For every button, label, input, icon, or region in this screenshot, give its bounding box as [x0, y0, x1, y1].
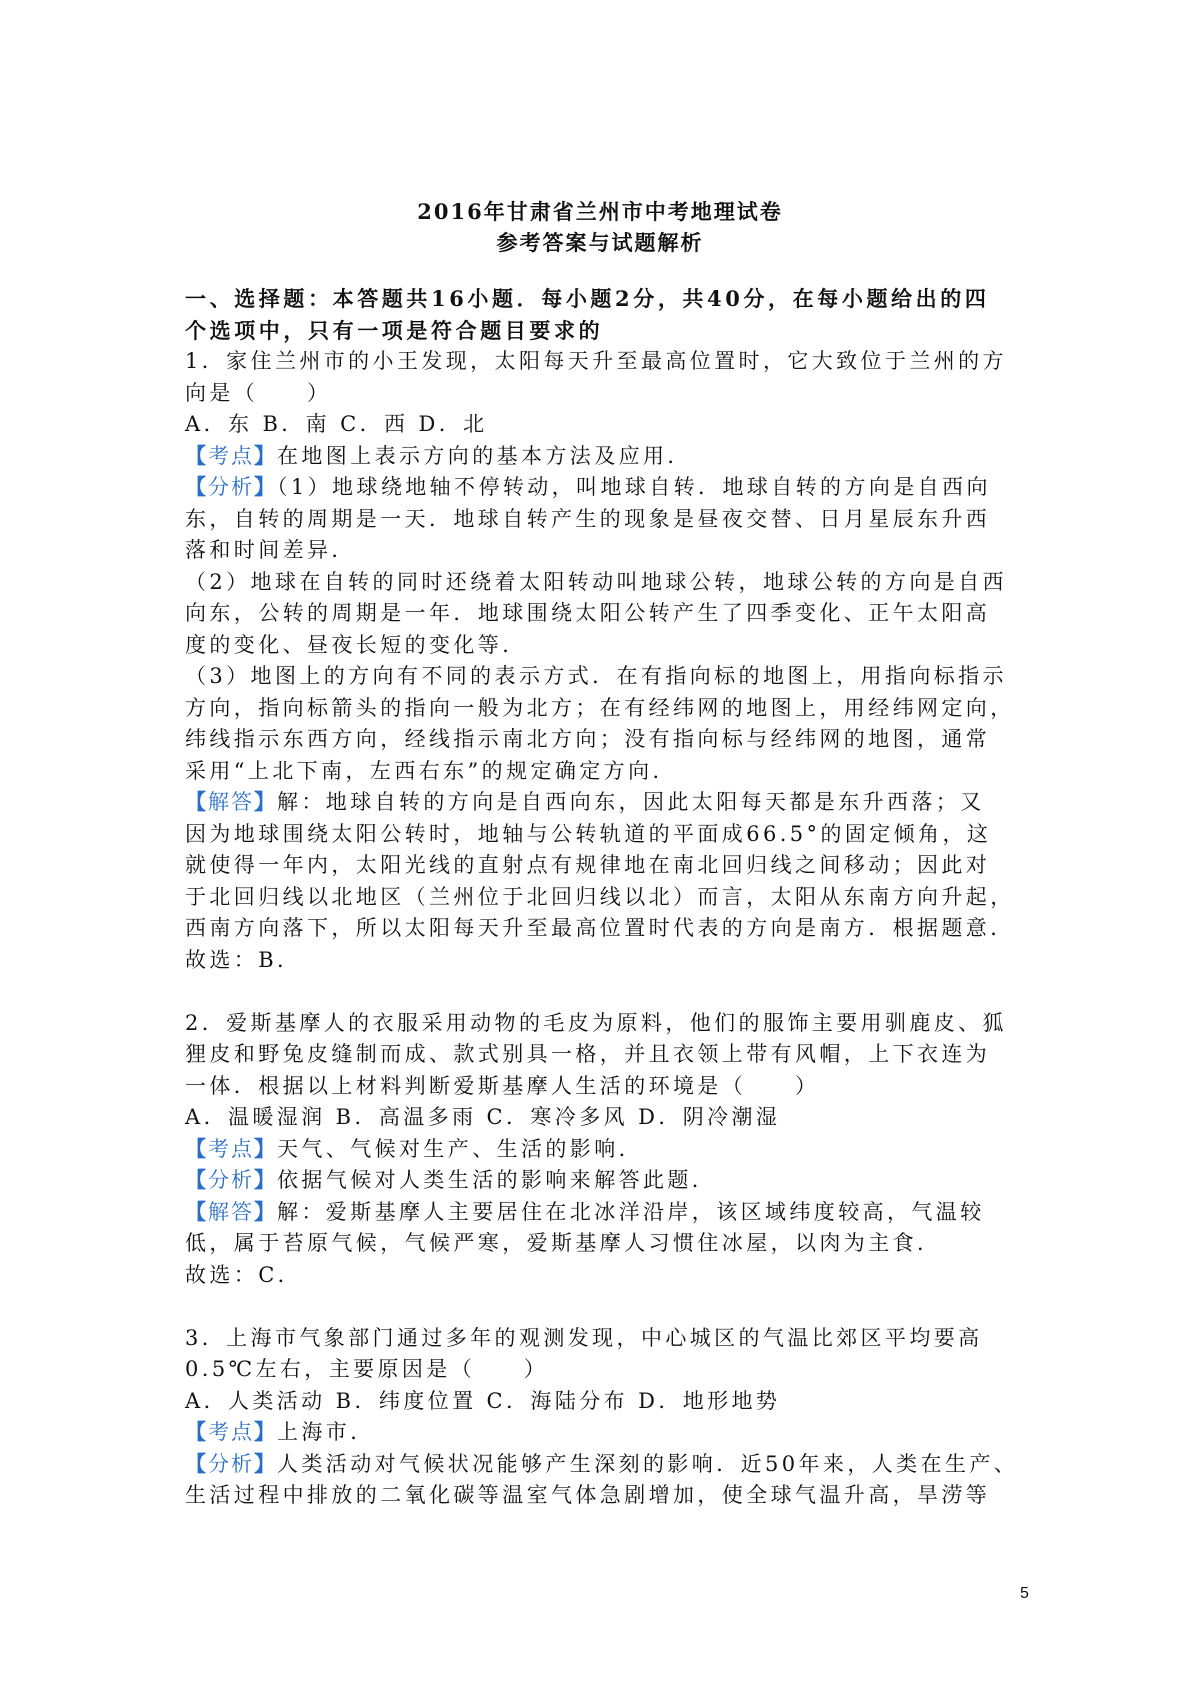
question-1-answer: 故选：B．: [185, 947, 302, 972]
page-subtitle: 参考答案与试题解析: [496, 230, 704, 255]
question-1-jieda-line: 于北回归线以北地区（兰州位于北回归线以北）而言，太阳从东南方向升起，: [185, 884, 1015, 909]
question-1-options: A．东 B．南 C．西 D．北: [185, 412, 488, 436]
question-3-stem: 0.5℃左右，主要原因是（ ）: [185, 1357, 549, 1381]
question-1-fenxi-line: 东，自转的周期是一天．地球自转产生的现象是昼夜交替、日月星辰东升西: [185, 506, 991, 531]
question-3-fenxi-line: 生活过程中排放的二氧化碳等温室气体急剧增加，使全球气温升高，旱涝等: [185, 1483, 991, 1507]
question-2-kaodian: 【考点】天气、气候对生产、生活的影响．: [185, 1136, 643, 1161]
section-heading-line: 个选项中，只有一项是符合题目要求的: [185, 317, 604, 343]
page-number: 5: [1020, 1585, 1029, 1602]
question-1-fenxi-line: 落和时间差异．: [185, 538, 356, 562]
question-3-options: A．人类活动 B．纬度位置 C．海陆分布 D．地形地势: [185, 1388, 781, 1413]
jieda-tag: 【解答】: [185, 790, 277, 814]
question-3-kaodian: 【考点】上海市．: [185, 1420, 375, 1444]
question-1-jieda: 【解答】解：地球自转的方向是自西向东，因此太阳每天都是东升西落；又: [185, 790, 985, 814]
document-body: [185, 283, 1030, 1512]
question-1-kaodian: 【考点】在地图上表示方向的基本方法及应用．: [185, 443, 692, 468]
question-2-jieda: 【解答】解：爱斯基摩人主要居住在北冰洋沿岸，该区域纬度较高，气温较: [185, 1199, 985, 1224]
question-1-fenxi-line: 度的变化、昼夜长短的变化等．: [185, 632, 527, 657]
question-1-fenxi-line: 纬线指示东西方向，经线指示南北方向；没有指向标与经纬网的地图，通常: [185, 727, 991, 751]
section-heading-line: 一、选择题：本答题共16小题．每小题2分，共40分，在每小题给出的四: [185, 286, 990, 311]
question-1-jieda-line: 西南方向落下，所以太阳每天升至最高位置时代表的方向是南方．根据题意．: [185, 916, 1015, 940]
question-2-answer: 故选：C．: [185, 1262, 303, 1287]
question-1-fenxi-line: 方向，指向标箭头的指向一般为北方；在有经纬网的地图上，用经纬网定向，: [185, 695, 1015, 720]
question-3-fenxi: 【分析】人类活动对气候状况能够产生深刻的影响．近50年来，人类在生产、: [185, 1451, 1019, 1476]
question-2-stem: 狸皮和野兔皮缝制而成、款式别具一格，并且衣领上带有风帽，上下衣连为: [185, 1042, 991, 1066]
question-2-options: A．温暖湿润 B．高温多雨 C．寒冷多风 D．阴冷潮湿: [185, 1105, 781, 1129]
kaodian-tag: 【考点】: [185, 443, 277, 468]
question-1-stem: 1．家住兰州市的小王发现，太阳每天升至最高位置时，它大致位于兰州的方: [185, 349, 1007, 373]
page-title: 2016年甘肃省兰州市中考地理试卷: [417, 199, 783, 224]
question-1-fenxi-line: （3）地图上的方向有不同的表示方式．在有指向标的地图上，用指向标指示: [185, 664, 1007, 688]
question-1-fenxi-line: 向东，公转的周期是一年．地球围绕太阳公转产生了四季变化、正午太阳高: [185, 601, 991, 625]
jieda-tag: 【解答】: [185, 1199, 277, 1224]
question-2-stem: 2．爱斯基摩人的衣服采用动物的毛皮为原料，他们的服饰主要用驯鹿皮、狐: [185, 1010, 1007, 1035]
spacer: [185, 976, 1030, 1008]
kaodian-tag: 【考点】: [185, 1420, 277, 1444]
question-2-stem: 一体．根据以上材料判断爱斯基摩人生活的环境是（ ）: [185, 1073, 820, 1098]
question-1-jieda-line: 因为地球围绕太阳公转时，地轴与公转轨道的平面成66.5°的固定倾角，这: [185, 821, 992, 846]
question-1-fenxi: 【分析】（1）地球绕地轴不停转动，叫地球自转．地球自转的方向是自西向: [185, 475, 991, 499]
kaodian-tag: 【考点】: [185, 1136, 277, 1161]
question-3-stem: 3．上海市气象部门通过多年的观测发现，中心城区的气温比郊区平均要高: [185, 1325, 983, 1350]
question-1-fenxi-line: （2）地球在自转的同时还绕着太阳转动叫地球公转，地球公转的方向是自西: [185, 569, 1007, 594]
fenxi-tag: 【分析】: [185, 1451, 277, 1476]
fenxi-tag: 【分析】: [185, 1168, 277, 1192]
question-1-stem: 向是（ ）: [185, 380, 332, 405]
question-1-fenxi-line: 采用“上北下南，左西右东”的规定确定方向．: [185, 758, 677, 783]
question-1-jieda-line: 就使得一年内，太阳光线的直射点有规律地在南北回归线之间移动；因此对: [185, 853, 991, 877]
fenxi-tag: 【分析】: [185, 475, 277, 499]
question-2-fenxi: 【分析】依据气候对人类生活的影响来解答此题．: [185, 1168, 717, 1192]
spacer: [185, 1291, 1030, 1323]
question-2-jieda-line: 低，属于苔原气候，气候严寒，爱斯基摩人习惯住冰屋，以肉为主食．: [185, 1231, 942, 1255]
